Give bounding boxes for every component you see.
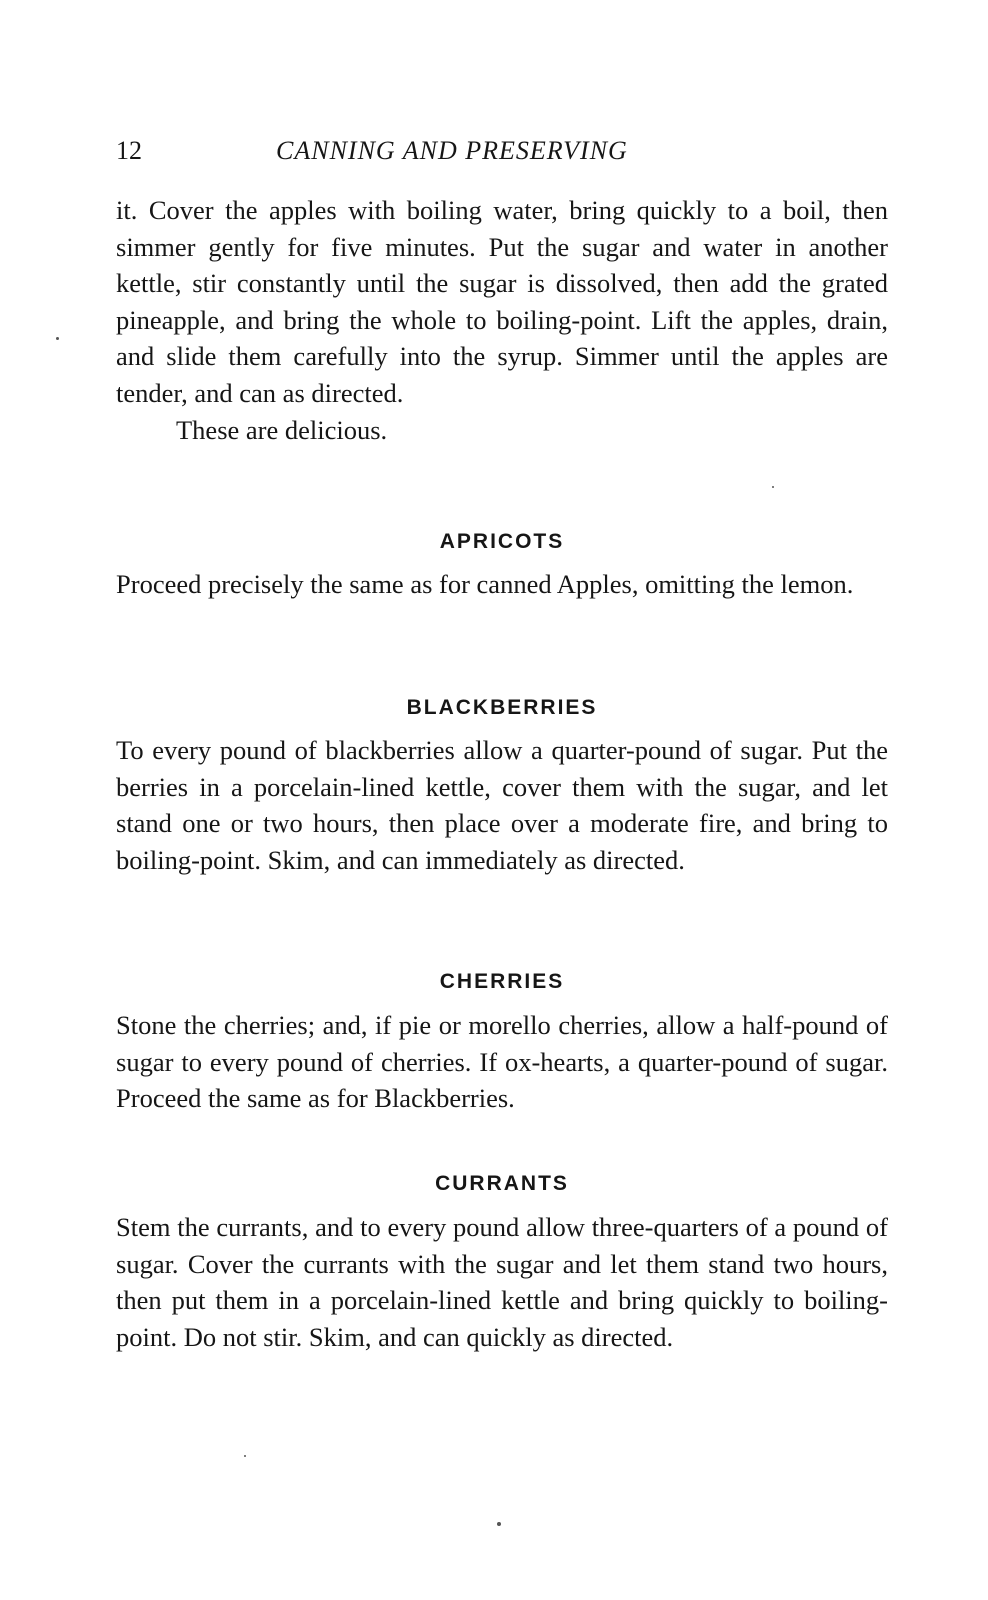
section-heading-apricots: APRICOTS [439,530,565,553]
paper-speck [244,1455,246,1457]
running-title: CANNING AND PRESERVING [276,136,628,165]
paper-speck [772,486,774,488]
continuation-note: These are delicious. [176,414,388,445]
section-paragraph: To every pound of blackberries allow a quarter-pound of sugar. Put the berries in a porcelain-lined kettle, cover them with the sugar, and let stand one or two hours, then place over a moderate fire, and bring to boiling-point. Skim, and can immediately as directed. [116,735,888,875]
section-paragraph: Stone the cherries; and, if pie or morello cherries, allow a half-pound of sugar to every pound of cherries. If ox-hearts, a quarter-pound of sugar. Proceed the same as for Blackberries. [116,1010,888,1114]
section-paragraph: Proceed precisely the same as for canned Apples, omitting the lemon. [116,569,854,599]
continuation-paragraph: it. Cover the apples with boiling water, bring quickly to a boil, then simmer gently for five minutes. Put the sugar and water in another kettle, stir constantly until the sugar is dissolved, then add the grated pineapple, and bring the whole to boiling-point. Lift the apples, drain, and slide them carefully into the syrup. Simmer until the apples are tender, and can as directed. [116,195,888,408]
section-heading-blackberries: BLACKBERRIES [406,696,598,719]
continuation-text [116,192,888,448]
section-body-currants [116,1209,888,1355]
section-heading-currants: CURRANTS [435,1172,569,1195]
section-body-apricots [116,566,888,603]
running-head [116,136,888,172]
paper-speck [56,337,59,340]
section-heading-cherries: CHERRIES [439,970,565,993]
section-body-cherries [116,1007,888,1117]
section-body-blackberries [116,732,888,878]
paper-speck [497,1522,501,1526]
section-paragraph: Stem the currants, and to every pound allow three-quarters of a pound of sugar. Cover the currants with the sugar and let them stand two hours, then put them in a porcelain-lined kettle and bring quickly to boiling-point. Do not stir. Skim, and can quickly as directed. [116,1212,888,1352]
page-number: 12 [116,136,142,165]
